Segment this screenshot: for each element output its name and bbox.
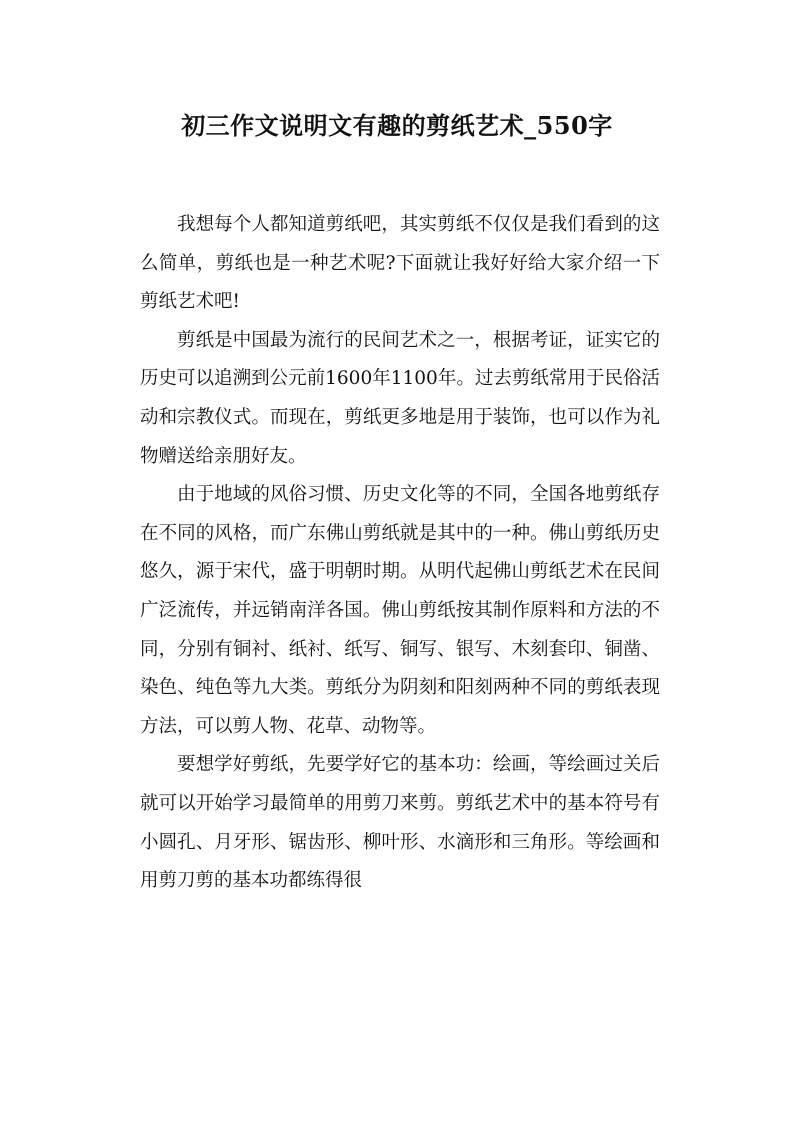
paragraph-foshan-styles: 由于地域的风俗习惯、历史文化等的不同，全国各地剪纸存在不同的风格，而广东佛山剪纸就是其中的一种。佛山剪纸历史悠久，源于宋代，盛于明朝时期。从明代起佛山剪纸艺术在民间广泛流传，并远销南洋各国。佛山剪纸按其制作原料和方法的不同，分别有铜衬、纸衬、纸写、铜写、银写、木刻套印、铜凿、染色、纯色等九大类。剪纸分为阴刻和阳刻两种不同的剪纸表现方法，可以剪人物、花草、动物等。 xyxy=(140,484,660,737)
document-body xyxy=(140,206,660,901)
paragraph-learning: 要想学好剪纸，先要学好它的基本功：绘画，等绘画过关后就可以开始学习最简单的用剪刀来剪。剪纸艺术中的基本符号有小圆孔、月牙形、锯齿形、柳叶形、水滴形和三角形。等绘画和用剪刀剪的基本功都练得很 xyxy=(140,754,660,892)
paragraph-intro: 我想每个人都知道剪纸吧，其实剪纸不仅仅是我们看到的这么简单，剪纸也是一种艺术呢?下面就让我好好给大家介绍一下剪纸艺术吧! xyxy=(140,214,660,313)
paragraph-history: 剪纸是中国最为流行的民间艺术之一，根据考证，证实它的历史可以追溯到公元前1600年1100年。过去剪纸常用于民俗活动和宗教仪式。而现在，剪纸更多地是用于装饰，也可以作为礼物赠送给亲朋好友。 xyxy=(140,329,660,467)
document-title: 初三作文说明文有趣的剪纸艺术_550字 xyxy=(181,111,613,140)
